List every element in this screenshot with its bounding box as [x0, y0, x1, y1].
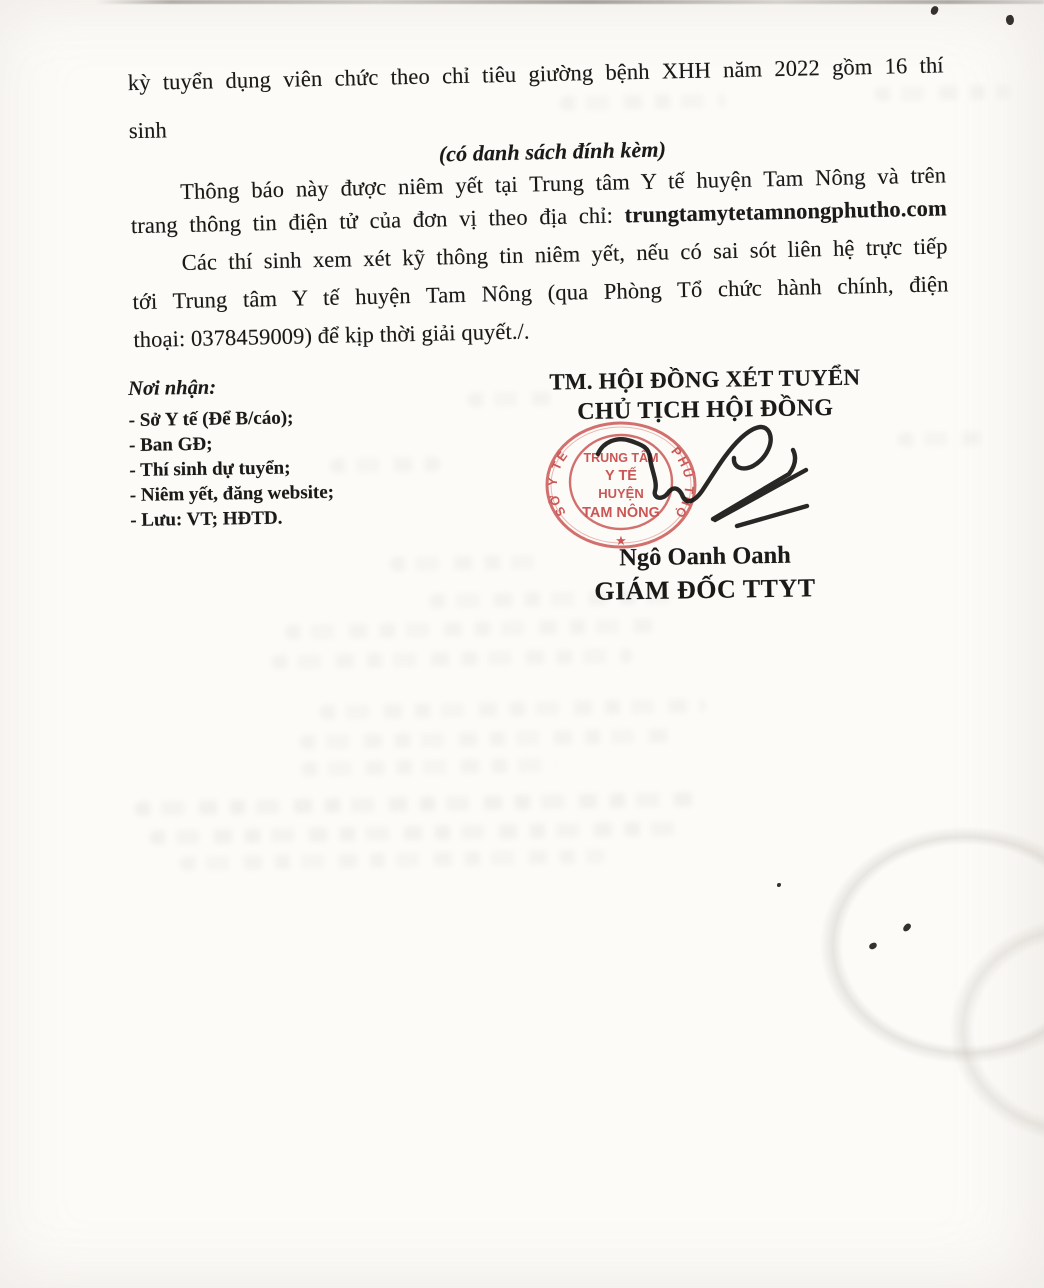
- recipients-heading: Nơi nhận:: [128, 376, 217, 400]
- stamp-line1: TRUNG TÂM: [583, 451, 659, 465]
- signer-title: GIÁM ĐỐC TTYT: [594, 573, 816, 606]
- body-paragraph-line: sinh: [128, 117, 168, 144]
- ink-speck: [868, 942, 878, 950]
- recipient-item: - Lưu: VT; HĐTD.: [130, 507, 283, 531]
- address-label: trang thông tin điện tử của đơn vị theo địa chỉ:: [130, 202, 614, 239]
- recipients-block: [128, 373, 460, 533]
- attachment-note: (có danh sách đính kèm): [438, 136, 667, 167]
- ink-speck: [902, 922, 912, 933]
- ink-speck: [930, 5, 939, 16]
- bleed-through-smudge: [898, 431, 993, 447]
- body-paragraph-line: Các thí sinh xem xét kỹ thông tin niêm yết, nếu có sai sót liên hệ trực tiếp: [181, 233, 948, 276]
- stamp-line2: Y TẾ: [605, 468, 637, 484]
- bleed-through-smudge: [320, 699, 705, 720]
- role-line: CHỦ TỊCH HỘI ĐỒNG: [577, 394, 834, 426]
- body-paragraph-line: thoại: 0378459009) để kịp thời giải quyết./.: [133, 318, 530, 353]
- body-paragraph-line: kỳ tuyển dụng viên chức theo chỉ tiêu giường bệnh XHH năm 2022 gồm 16 thí: [127, 52, 944, 96]
- stamp-line3: HUYỆN: [598, 486, 644, 501]
- body-paragraph-line: Thông báo này được niêm yết tại Trung tâm Y tế huyện Tam Nông và trên: [179, 162, 947, 205]
- signature-base-stroke: [737, 506, 807, 526]
- authority-line: TM. HỘI ĐỒNG XÉT TUYỂN: [549, 364, 861, 395]
- bleed-through-smudge: [272, 649, 632, 669]
- paper-curl-shadow: [930, 900, 1044, 1160]
- bleed-through-smudge: [285, 619, 655, 639]
- ink-speck: [1005, 14, 1015, 25]
- stamp-arc-left-text: SỞ Y TẾ: [545, 447, 572, 519]
- ink-speck: [777, 883, 781, 887]
- body-paragraph-line: tới Trung tâm Y tế huyện Tam Nông (qua Phòng Tổ chức hành chính, điện: [132, 271, 949, 315]
- recipient-item: - Thí sinh dự tuyển;: [129, 457, 291, 481]
- website-url: trungtamytetamnongphutho.com: [624, 195, 948, 228]
- signature-cross-stroke: [715, 470, 806, 520]
- recipient-item: - Ban GĐ;: [128, 433, 213, 456]
- recipient-item: - Niêm yết, đăng website;: [129, 481, 335, 506]
- signature-main-stroke: [598, 427, 771, 501]
- bleed-through-smudge: [300, 729, 670, 749]
- recipient-item: - Sở Y tế (Để B/cáo);: [128, 407, 294, 431]
- signer-name: Ngô Oanh Oanh: [619, 541, 791, 572]
- bleed-through-smudge: [150, 821, 680, 844]
- scan-artifact-top-edge: [95, 0, 1044, 4]
- stamp-line4: TAM NÔNG: [582, 505, 660, 521]
- paper-curl-shadow: [800, 810, 1044, 1080]
- stamp-arc-right-text: PHÚ THỌ: [668, 444, 697, 522]
- stamp-star: ★: [615, 533, 627, 548]
- bleed-through-smudge: [302, 758, 557, 776]
- bleed-through-smudge: [135, 792, 700, 816]
- bleed-through-smudge: [180, 849, 605, 870]
